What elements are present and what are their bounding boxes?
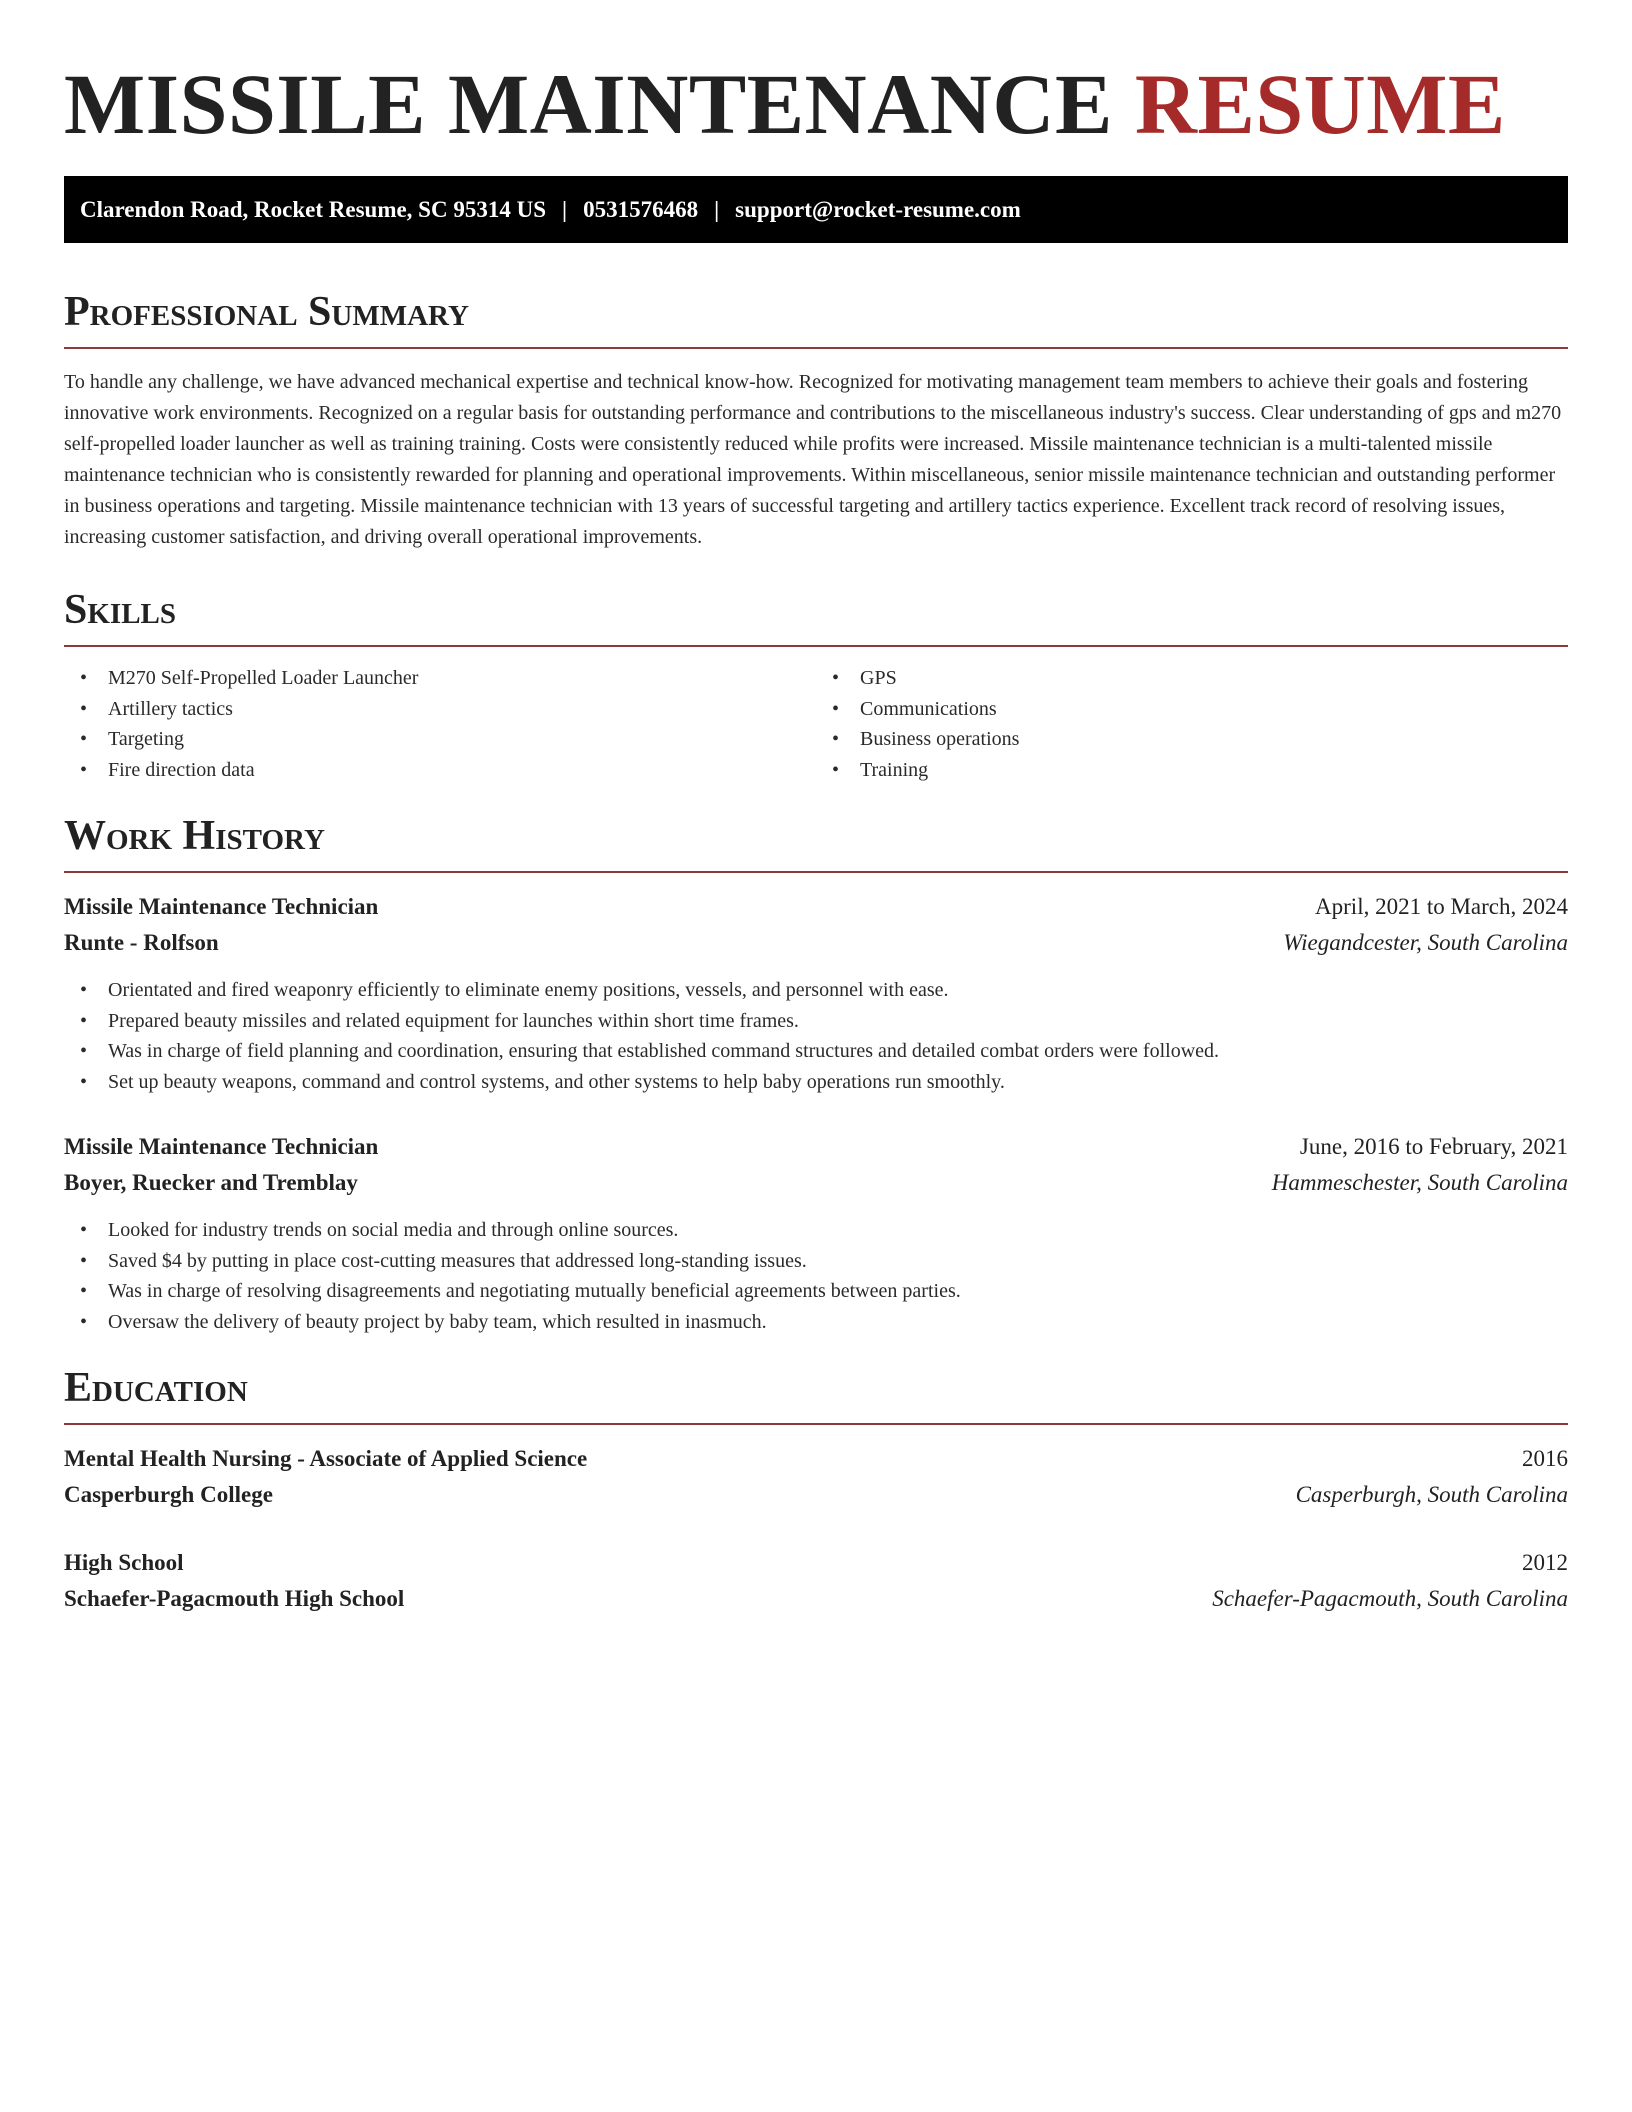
- job-location: Hammeschester, South Carolina: [1271, 1170, 1568, 1195]
- title-main: MISSILE MAINTENANCE: [64, 56, 1113, 152]
- education-degree: High School: [64, 1550, 184, 1575]
- education-school-row: [64, 1477, 1568, 1513]
- contact-phone[interactable]: 0531576468: [583, 196, 699, 222]
- skill-item: • GPS: [816, 663, 1568, 694]
- job-bullet: • Saved $4 by putting in place cost-cutting measures that addressed long-standing issues.: [64, 1246, 1568, 1277]
- job-company: Boyer, Ruecker and Tremblay: [64, 1170, 358, 1195]
- job-location: Wiegandcester, South Carolina: [1283, 930, 1568, 955]
- section-heading-education: Education: [64, 1363, 1568, 1425]
- education-location: Schaefer-Pagacmouth, South Carolina: [1212, 1586, 1568, 1611]
- education-entry: [64, 1441, 1568, 1513]
- skill-item: • M270 Self-Propelled Loader Launcher: [64, 663, 816, 694]
- contact-separator: |: [714, 196, 720, 222]
- contact-separator: |: [562, 196, 568, 222]
- section-heading-skills: Skills: [64, 585, 1568, 647]
- skills-section: [64, 585, 1568, 785]
- job-dates: April, 2021 to March, 2024: [1315, 894, 1568, 919]
- education-year: 2016: [1522, 1446, 1568, 1471]
- job-company: Runte - Rolfson: [64, 930, 219, 955]
- job-bullet: • Was in charge of field planning and coordination, ensuring that established command structures and detailed combat orders were followed.: [64, 1036, 1568, 1067]
- education-year: 2012: [1522, 1550, 1568, 1575]
- contact-email[interactable]: support@rocket-resume.com: [735, 196, 1021, 222]
- education-school: Casperburgh College: [64, 1482, 273, 1507]
- title-accent: RESUME: [1134, 56, 1506, 152]
- section-heading-work: Work History: [64, 811, 1568, 873]
- job-bullets: [64, 975, 1568, 1097]
- summary-text: To handle any challenge, we have advanced mechanical expertise and technical know-how. Recognized for motivating management team members to achieve their goals and fostering innovative work environments. Recognized on a regular basis for outstanding performance and contributions to the miscellaneous industry's success. Clear understanding of gps and m270 self-propelled loader launcher as well as training training. Costs were consistently reduced while profits were increased. Missile maintenance technician is a multi-talented missile maintenance technician who is consistently rewarded for planning and operational improvements. Within miscellaneous, senior missile maintenance technician and outstanding performer in business operations and targeting. Missile maintenance technician with 13 years of successful targeting and artillery tactics experience. Excellent track record of resolving issues, increasing customer satisfaction, and driving overall operational improvements.: [64, 371, 1562, 548]
- section-heading-summary: Professional Summary: [64, 287, 1568, 349]
- professional-summary-section: [64, 287, 1568, 553]
- education-location: Casperburgh, South Carolina: [1295, 1482, 1568, 1507]
- job-header-row: [64, 1129, 1568, 1165]
- job-bullet: • Looked for industry trends on social media and through online sources.: [64, 1215, 1568, 1246]
- job-title: Missile Maintenance Technician: [64, 894, 379, 919]
- education-school-row: [64, 1581, 1568, 1617]
- education-degree-row: [64, 1545, 1568, 1581]
- education-entry: [64, 1545, 1568, 1617]
- job-bullet: • Oversaw the delivery of beauty project by baby team, which resulted in inasmuch.: [64, 1307, 1568, 1338]
- skill-item: • Targeting: [64, 724, 816, 755]
- job-title: Missile Maintenance Technician: [64, 1134, 379, 1159]
- education-degree-row: [64, 1441, 1568, 1477]
- skills-column-right: [816, 663, 1568, 785]
- job-bullet: • Orientated and fired weaponry efficiently to eliminate enemy positions, vessels, and personnel with ease.: [64, 975, 1568, 1006]
- job-bullets: [64, 1215, 1568, 1337]
- skills-column-left: [64, 663, 816, 785]
- skill-item: • Communications: [816, 694, 1568, 725]
- work-history-section: [64, 811, 1568, 1337]
- job-entry: [64, 1129, 1568, 1337]
- education-degree: Mental Health Nursing - Associate of Applied Science: [64, 1446, 588, 1471]
- contact-address: Clarendon Road, Rocket Resume, SC 95314 US: [80, 196, 546, 222]
- job-entry: [64, 889, 1568, 1097]
- job-bullet: • Set up beauty weapons, command and control systems, and other systems to help baby operations run smoothly.: [64, 1067, 1568, 1098]
- skill-item: • Business operations: [816, 724, 1568, 755]
- skill-item: • Artillery tactics: [64, 694, 816, 725]
- job-dates: June, 2016 to February, 2021: [1299, 1134, 1568, 1159]
- contact-bar: [64, 176, 1568, 243]
- skill-item: • Training: [816, 755, 1568, 786]
- job-header-row: [64, 889, 1568, 925]
- job-bullet: • Prepared beauty missiles and related equipment for launches within short time frames.: [64, 1006, 1568, 1037]
- skill-item: • Fire direction data: [64, 755, 816, 786]
- education-section: [64, 1363, 1568, 1617]
- job-company-row: [64, 1165, 1568, 1201]
- job-company-row: [64, 925, 1568, 961]
- job-bullet: • Was in charge of resolving disagreements and negotiating mutually beneficial agreements between parties.: [64, 1276, 1568, 1307]
- resume-title: [64, 56, 1568, 152]
- skills-grid: [64, 663, 1568, 785]
- education-school: Schaefer-Pagacmouth High School: [64, 1586, 405, 1611]
